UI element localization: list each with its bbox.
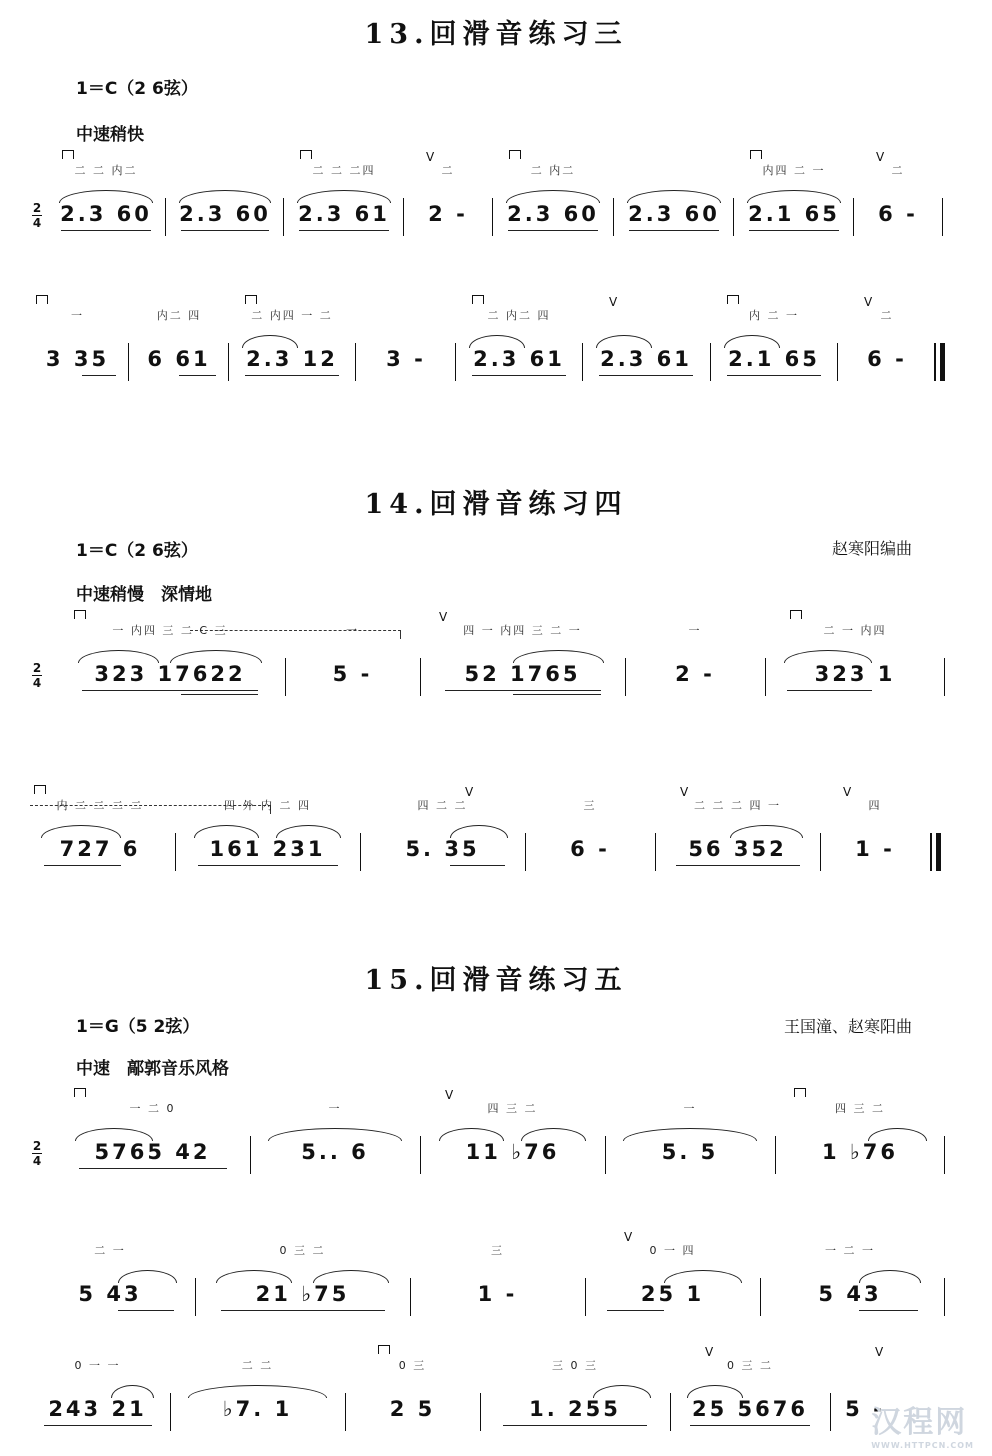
measure	[408, 150, 488, 240]
notes: 25 1	[640, 1282, 705, 1306]
fingering: 一 二 0	[129, 1102, 176, 1115]
measure	[360, 295, 452, 385]
barline	[942, 198, 943, 236]
up-bow-icon: V	[864, 295, 873, 309]
fingering: 0 一 一	[74, 1359, 121, 1372]
notes: 323 17622	[94, 662, 246, 686]
up-bow-icon: V	[609, 295, 618, 309]
down-bow-icon	[794, 1088, 806, 1097]
beam	[599, 375, 693, 376]
measure	[233, 295, 351, 385]
fingering: 二 内二	[530, 164, 576, 177]
notes: 56 352	[688, 837, 787, 861]
notes: 1 ♭76	[821, 1140, 899, 1164]
notes: 1 -	[855, 837, 895, 861]
notes: 2.3 60	[507, 202, 599, 226]
composer-15: 王国潼、赵寒阳曲	[783, 1017, 912, 1036]
beam	[221, 1310, 385, 1311]
barline	[455, 343, 456, 381]
beam	[629, 230, 719, 231]
barline	[285, 658, 286, 696]
barline	[480, 1393, 481, 1431]
beam	[198, 865, 338, 866]
barline	[837, 343, 838, 381]
notes: 2.3 61	[600, 347, 692, 371]
barline	[492, 198, 493, 236]
measure	[425, 1088, 600, 1178]
barline	[410, 1278, 411, 1316]
measure	[30, 295, 125, 385]
notes: 2.3 60	[628, 202, 720, 226]
notes: 2 -	[675, 662, 715, 686]
measure	[660, 785, 815, 875]
notes: 2 -	[428, 202, 468, 226]
up-bow-icon: V	[875, 1345, 884, 1359]
fingering: 0 三 二	[727, 1359, 773, 1372]
barline	[760, 1278, 761, 1316]
beam	[472, 375, 566, 376]
fingering: 二 二 二四	[312, 164, 376, 177]
fingering: 一 二 一	[825, 1244, 875, 1257]
beam	[181, 694, 258, 695]
measure	[497, 150, 609, 240]
piece-title-13: 13.回滑音练习三	[364, 19, 628, 50]
measure	[780, 1088, 940, 1178]
fingering: 四 三 二	[487, 1102, 538, 1115]
up-bow-icon: V	[439, 610, 448, 624]
piece-title-15: 15.回滑音练习五	[364, 965, 628, 996]
barline	[710, 343, 711, 381]
barline	[733, 198, 734, 236]
notes: 6 -	[867, 347, 907, 371]
watermark-text: 汉程网	[871, 1405, 968, 1440]
beam	[607, 1310, 665, 1311]
barline	[195, 1278, 196, 1316]
down-bow-icon	[74, 610, 86, 619]
measure	[415, 1230, 580, 1320]
time-signature: 2 4	[32, 201, 42, 230]
notes: 6 61	[147, 347, 211, 371]
fingering: 三	[583, 799, 597, 812]
notes: 5 -	[332, 662, 373, 686]
down-bow-icon	[472, 295, 484, 304]
fingering: 四 二 二	[417, 799, 468, 812]
barline	[420, 658, 421, 696]
notes: 5.. 6	[301, 1140, 369, 1164]
up-bow-icon: V	[465, 785, 474, 799]
measure	[425, 610, 620, 700]
barline	[605, 1136, 606, 1174]
beam	[179, 375, 216, 376]
fingering: 二 二 二 四 一	[694, 799, 781, 812]
barline	[403, 198, 404, 236]
measure	[618, 150, 730, 240]
fingering: 二 二 内二	[74, 164, 138, 177]
fingering: 内二 四	[156, 309, 202, 322]
time-signature: 2 4	[32, 1139, 42, 1168]
measure	[842, 295, 932, 385]
measure	[350, 1345, 475, 1435]
staff-15-line-2	[30, 1230, 950, 1320]
up-bow-icon: V	[843, 785, 852, 799]
piece-title-14: 14.回滑音练习四	[364, 489, 628, 520]
down-bow-icon	[727, 295, 739, 304]
staff-14-line-1	[30, 610, 950, 700]
notes: 727 6	[59, 837, 141, 861]
notes: 161 231	[209, 837, 326, 861]
measure	[858, 150, 938, 240]
measure	[715, 295, 833, 385]
measure	[133, 295, 225, 385]
fingering: 内 二 二 二 二	[56, 799, 144, 812]
beam	[859, 1310, 919, 1311]
time-signature: 2 4	[32, 661, 42, 690]
measure	[630, 610, 760, 700]
fingering: 二	[891, 164, 905, 177]
barline	[944, 1278, 945, 1316]
measure	[180, 785, 355, 875]
notes: 1 -	[477, 1282, 518, 1306]
beam	[450, 865, 504, 866]
beam	[676, 865, 800, 866]
down-bow-icon	[74, 1088, 86, 1097]
fingering: 0 三	[398, 1359, 427, 1372]
barline	[830, 1393, 831, 1431]
measure	[530, 785, 650, 875]
down-bow-icon	[34, 785, 46, 794]
measure	[587, 295, 705, 385]
beam	[503, 1425, 647, 1426]
up-bow-icon: V	[680, 785, 689, 799]
measure	[200, 1230, 405, 1320]
barline	[655, 833, 656, 871]
notes: 5 43	[78, 1282, 142, 1306]
notes: 52 1765	[464, 662, 581, 686]
measure	[30, 1230, 190, 1320]
measure	[50, 150, 162, 240]
fingering: 0 一 四	[649, 1244, 696, 1257]
final-barline	[934, 343, 936, 381]
barline	[625, 658, 626, 696]
fingering: 四	[868, 799, 882, 812]
beam	[181, 230, 269, 231]
beam	[445, 690, 601, 691]
notes: 6 -	[878, 202, 918, 226]
barline	[820, 833, 821, 871]
beam	[690, 1425, 810, 1426]
measure	[30, 785, 170, 875]
fingering: 一	[71, 309, 84, 322]
fingering: 0 三 二	[279, 1244, 326, 1257]
barline	[944, 658, 945, 696]
beam	[82, 690, 258, 691]
staff-13-line-2	[30, 295, 950, 385]
down-bow-icon	[378, 1345, 390, 1354]
barline	[228, 343, 229, 381]
fingering: 四 外 内 二 四	[224, 799, 311, 812]
barline	[170, 1393, 171, 1431]
down-bow-icon	[509, 150, 521, 159]
measure	[255, 1088, 415, 1178]
beam	[508, 230, 598, 231]
up-bow-icon: V	[426, 150, 435, 164]
watermark-url: WWW.HTTPCN.COM	[871, 1441, 974, 1450]
beam	[727, 375, 821, 376]
barline	[250, 1136, 251, 1174]
measure	[170, 150, 280, 240]
barline	[585, 1278, 586, 1316]
barline	[175, 833, 176, 871]
notes: 5 -	[845, 1397, 885, 1421]
fingering: 二	[880, 309, 894, 322]
measure	[590, 1230, 755, 1320]
notes: 2.3 12	[246, 347, 338, 371]
fingering: 一 内四 三 二 C 三	[112, 624, 228, 637]
notes: 243 21	[48, 1397, 147, 1421]
barline	[670, 1393, 671, 1431]
fingering: 四 一 内四 三 二 一	[463, 624, 582, 637]
fingering: 二 内二 四	[487, 309, 551, 322]
tempo-marking-15: 中速 鄗郭音乐风格	[76, 1059, 229, 1079]
notes: 6 -	[570, 837, 610, 861]
beam	[787, 690, 872, 691]
down-bow-icon	[790, 610, 802, 619]
measure	[30, 1345, 165, 1435]
fingering: 一	[683, 1102, 697, 1115]
up-bow-icon: V	[876, 150, 885, 164]
fingering: 二 二	[241, 1359, 274, 1372]
notes: 5. 35	[405, 837, 480, 861]
notes: 2 5	[389, 1397, 436, 1421]
barline	[420, 1136, 421, 1174]
barline	[355, 343, 356, 381]
down-bow-icon	[62, 150, 74, 159]
notes: 2.3 60	[60, 202, 152, 226]
fingering: 三 0 三	[552, 1359, 598, 1372]
notes: 25 5676	[692, 1397, 808, 1421]
fingering: 二 一	[94, 1244, 126, 1257]
key-signature-13: 1＝C（2 6弦）	[76, 79, 198, 99]
fingering: 一	[688, 624, 702, 637]
fingering: 二 一 内四	[823, 624, 887, 637]
fingering: 二	[441, 164, 455, 177]
measure	[485, 1345, 665, 1435]
measure	[175, 1345, 340, 1435]
key-signature-14: 1＝C（2 6弦）	[76, 541, 198, 561]
down-bow-icon	[750, 150, 762, 159]
down-bow-icon	[300, 150, 312, 159]
barline	[944, 1136, 945, 1174]
fingering: 内 二 一	[749, 309, 799, 322]
measure	[825, 785, 925, 875]
notes: ♭7. 1	[222, 1397, 293, 1421]
notes: 21 ♭75	[255, 1282, 350, 1306]
fingering: 四 三 二	[835, 1102, 885, 1115]
fingering: 内四 二 一	[762, 164, 826, 177]
barline	[283, 198, 284, 236]
notes: 1. 255	[529, 1397, 621, 1421]
barline	[613, 198, 614, 236]
staff-15-line-3	[30, 1345, 950, 1435]
beam	[82, 375, 115, 376]
site-watermark-logo	[871, 1397, 974, 1450]
barline	[775, 1136, 776, 1174]
up-bow-icon: V	[624, 1230, 633, 1244]
staff-15-line-1	[30, 1088, 950, 1178]
barline	[165, 198, 166, 236]
barline	[525, 833, 526, 871]
notes: 2.3 61	[473, 347, 565, 371]
beam	[118, 1310, 174, 1311]
notes: 3 -	[386, 347, 426, 371]
measure	[460, 295, 578, 385]
beam	[245, 375, 339, 376]
notes: 2.3 60	[179, 202, 271, 226]
notes: 5. 5	[661, 1140, 719, 1164]
beam	[44, 1425, 152, 1426]
composer-14: 赵寒阳编曲	[831, 539, 912, 558]
measure	[738, 150, 850, 240]
fingering: 二 内四 一 二	[251, 309, 333, 322]
beam	[513, 694, 601, 695]
barline	[853, 198, 854, 236]
up-bow-icon: V	[705, 1345, 714, 1359]
barline	[345, 1393, 346, 1431]
measure	[365, 785, 520, 875]
key-signature-15: 1＝G（5 2弦）	[76, 1017, 200, 1037]
barline	[582, 343, 583, 381]
beam	[749, 230, 839, 231]
notes: 3 35	[45, 347, 110, 371]
notes: 11 ♭76	[465, 1140, 560, 1164]
final-barline	[930, 833, 932, 871]
down-bow-icon	[245, 295, 257, 304]
beam	[299, 230, 389, 231]
notes: 5765 42	[94, 1140, 211, 1164]
down-bow-icon	[36, 295, 48, 304]
beam	[79, 1168, 227, 1169]
measure	[610, 1088, 770, 1178]
barline	[128, 343, 129, 381]
measure	[60, 610, 280, 700]
barline	[765, 658, 766, 696]
notes: 323 1	[814, 662, 896, 686]
measure	[675, 1345, 825, 1435]
fingering: 一	[328, 1102, 342, 1115]
staff-13-line-1	[30, 150, 950, 240]
measure	[770, 610, 940, 700]
fingering: 三	[491, 1244, 504, 1257]
up-bow-icon: V	[445, 1088, 454, 1102]
measure	[765, 1230, 935, 1320]
beam	[44, 865, 121, 866]
tempo-marking-14: 中速稍慢 深情地	[76, 585, 212, 605]
tempo-marking-13: 中速稍快	[76, 125, 144, 145]
fingering: 一	[346, 624, 359, 637]
measure	[290, 610, 415, 700]
notes: 2.1 65	[748, 202, 840, 226]
barline	[360, 833, 361, 871]
measure	[288, 150, 400, 240]
staff-14-line-2	[30, 785, 950, 875]
beam	[61, 230, 151, 231]
notes: 2.3 61	[298, 202, 390, 226]
measure	[60, 1088, 245, 1178]
notes: 5 43	[818, 1282, 882, 1306]
notes: 2.1 65	[728, 347, 820, 371]
